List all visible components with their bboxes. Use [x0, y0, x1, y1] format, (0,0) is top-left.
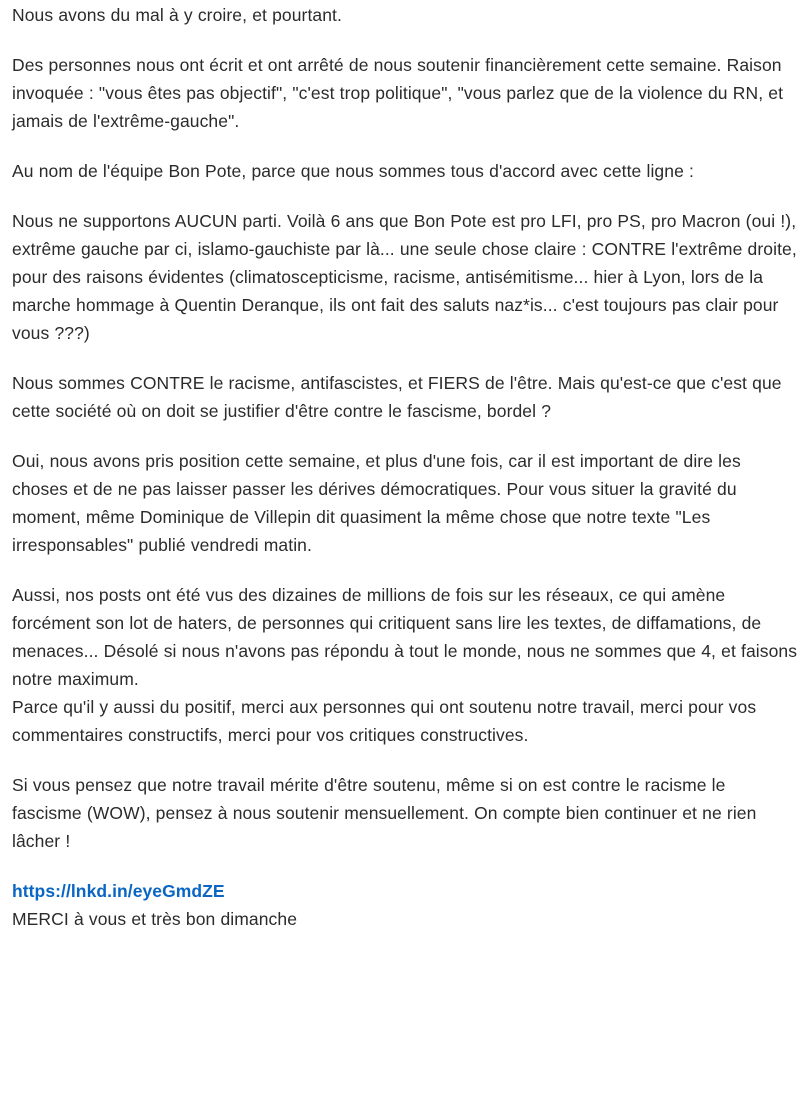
post-external-link[interactable]: https://lnkd.in/eyeGmdZE — [12, 881, 225, 901]
post-paragraph-8: Parce qu'il y aussi du positif, merci aux personnes qui ont soutenu notre travail, merci pour vos commentaires constructifs, merci pour vos critiques constructives. — [12, 697, 762, 745]
post-paragraph-2: Des personnes nous ont écrit et ont arrêté de nous soutenir financièrement cette semaine. Raison invoquée : "vous êtes pas objectif", "c'est trop politique", "vous parlez que de la violence du RN, et jamais de l'extrême-gauche". — [12, 55, 789, 131]
post-paragraph-7: Aussi, nos posts ont été vus des dizaines de millions de fois sur les réseaux, ce qui amène forcément son lot de haters, de personnes qui critiquent sans lire les textes, de diffamations, de menaces... Désolé si nous n'avons pas répondu à tout le monde, nous ne sommes que 4, et faisons notre maximum. — [12, 585, 803, 689]
post-paragraph-3: Au nom de l'équipe Bon Pote, parce que nous sommes tous d'accord avec cette ligne : — [12, 161, 694, 181]
post-paragraph-5: Nous sommes CONTRE le racisme, antifascistes, et FIERS de l'être. Mais qu'est-ce que c'est que cette société où on doit se justifier d'être contre le fascisme, bordel ? — [12, 373, 787, 421]
post-paragraph-4: Nous ne supportons AUCUN parti. Voilà 6 ans que Bon Pote est pro LFI, pro PS, pro Macron (oui !), extrême gauche par ci, islamo-gauchiste par là... une seule chose claire : CONTRE l'extrême droite, pour des raisons évidentes (climatoscepticisme, racisme, antisémitisme... hier à Lyon, lors de la marche hommage à Quentin Deranque, ils ont fait des saluts naz*is... c'est toujours pas clair pour vous ???) — [12, 211, 802, 343]
post-paragraph-1: Nous avons du mal à y croire, et pourtant. — [12, 5, 342, 25]
post-paragraph-6: Oui, nous avons pris position cette semaine, et plus d'une fois, car il est important de dire les choses et de ne pas laisser passer les dérives démocratiques. Pour vous situer la gravité du moment, même Dominique de Villepin dit quasiment la même chose que notre texte "Les irresponsables" publié vendredi matin. — [12, 451, 746, 555]
post-link-paragraph — [12, 877, 800, 905]
post-paragraph-9: Si vous pensez que notre travail mérite d'être soutenu, même si on est contre le racisme le fascisme (WOW), pensez à nous soutenir mensuellement. On compte bien continuer et ne rien lâcher ! — [12, 775, 762, 851]
post-closing-line: MERCI à vous et très bon dimanche — [12, 909, 298, 929]
